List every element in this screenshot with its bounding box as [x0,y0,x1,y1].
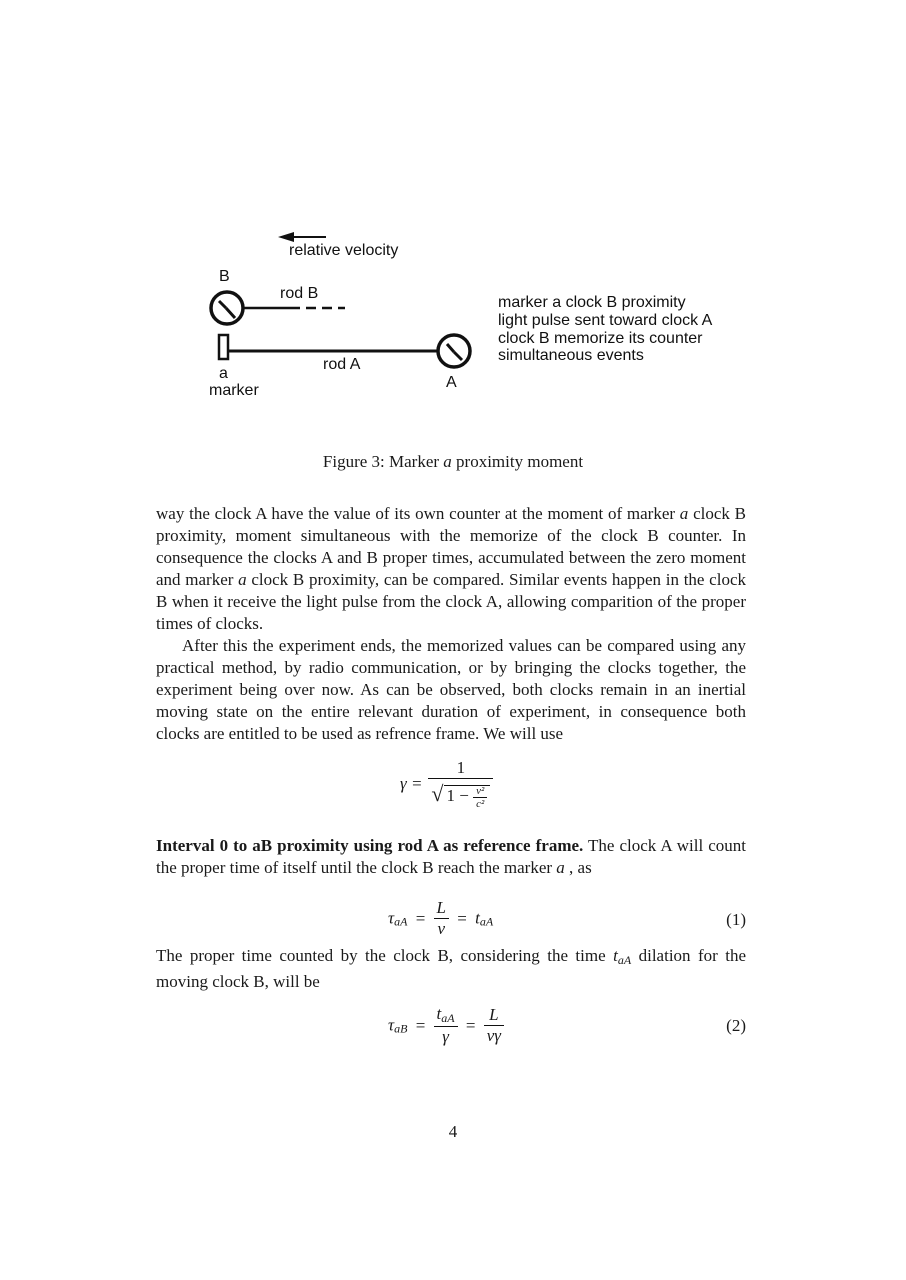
body-text-upper [156,503,746,745]
clock-b-label: B [219,268,230,285]
figure-3-diagram [0,0,906,420]
marker-a-block [219,335,228,359]
figure-caption: Figure 3: Marker a proximity moment [322,452,584,471]
marker-label: marker [209,382,259,399]
velocity-label: relative velocity [289,242,399,259]
body-text-proper-time [156,945,746,993]
note-line-1: marker a clock B proximity [498,294,686,311]
paragraph-4: The proper time counted by the clock B, considering the time $t_{aA}$ dilation for the moving clock B, will be [156,946,747,991]
note-line-2: light pulse sent toward clock A [498,312,713,329]
page-number: 4 [448,1122,458,1141]
clock-a-icon [438,335,470,367]
paragraph-3: Interval 0 to aB proximity using rod A as reference frame. The clock A will count the proper time of itself until the clock B reach the marker a , as [156,836,746,877]
velocity-arrow [278,232,326,242]
equation-2-number: (2) [726,1016,746,1035]
rod-b-label: rod B [280,285,319,302]
paragraph-1: way the clock A have the value of its own counter at the moment of marker a clock B proximity, moment simultaneous with the memorize of the clock B counter. In consequence the clocks A and B proper times, accumulated between the zero moment and marker a clock B proximity, can be compared. Similar events happen in the clock B when it receive the light pulse from the clock A, allowing comparition of the proper times of clocks. [156,504,746,633]
note-line-3: clock B memorize its counter [498,330,703,347]
clock-b-icon [211,292,243,324]
rod-a-label: rod A [323,356,361,373]
paragraph-2: After this the experiment ends, the memorized values can be compared using any practical method, by radio communication, or by bringing the clocks together, the experiment being over now. As can be observed, both clocks remain in an inertial moving state on the entire relevant duration of experiment, in consequence both clocks are entitled to be used as refrence frame. We will use [156,636,746,743]
marker-letter: a [219,365,228,382]
equation-1-number: (1) [726,910,746,929]
clock-a-label: A [446,374,457,391]
note-line-4: simultaneous events [498,347,644,364]
body-text-interval [156,835,746,879]
